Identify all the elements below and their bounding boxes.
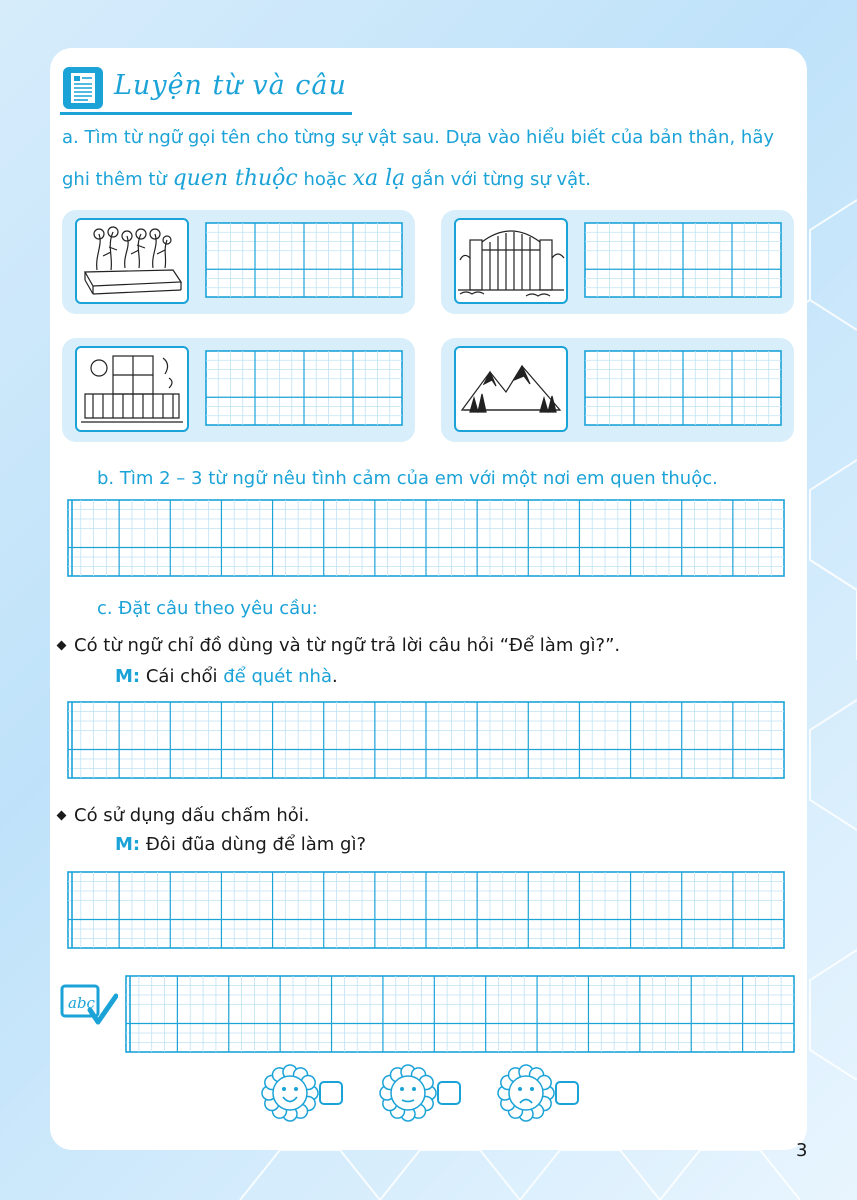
part-c-item2-text: Có sử dụng dấu chấm hỏi. (74, 805, 310, 826)
example-plain: Cái chổi (145, 666, 218, 687)
example-end: . (332, 666, 338, 687)
part-c-heading: c. Đặt câu theo yêu cầu: (97, 598, 318, 619)
word-or: hoặc (303, 169, 347, 190)
checkbox-sad[interactable] (556, 1082, 578, 1104)
m-label: M: (115, 834, 141, 855)
example-text: Đôi đũa dùng để làm gì? (145, 834, 367, 855)
part-c-item1-text: Có từ ngữ chỉ đồ dùng và từ ngữ trả lời câu hỏi “Để làm gì?”. (74, 635, 621, 656)
part-b-text: b. Tìm 2 – 3 từ ngữ nêu tình cảm của em với một nơi em quen thuộc. (97, 468, 718, 489)
flower-sad-icon (498, 1065, 554, 1121)
section-title: Luyện từ và câu (114, 70, 347, 101)
flower-happy-icon (262, 1065, 318, 1121)
part-a-line2-before: ghi thêm từ (62, 169, 167, 190)
example-highlight: để quét nhà (223, 666, 332, 687)
self-assessment (260, 1062, 600, 1124)
word-familiar: quen thuộc (172, 166, 298, 191)
flower-neutral-icon (380, 1065, 436, 1121)
abc-check-icon (60, 982, 118, 1030)
checkbox-neutral[interactable] (438, 1082, 460, 1104)
part-a-line2-after: gắn với từng sự vật. (410, 169, 591, 190)
abc-label: abc (68, 994, 95, 1012)
word-strange: xa lạ (352, 166, 406, 191)
page-number: 3 (796, 1140, 808, 1161)
part-a-line1: a. Tìm từ ngữ gọi tên cho từng sự vật sau. Dựa vào hiểu biết của bản thân, hãy (62, 127, 775, 148)
checkbox-happy[interactable] (320, 1082, 342, 1104)
m-label: M: (115, 666, 141, 687)
